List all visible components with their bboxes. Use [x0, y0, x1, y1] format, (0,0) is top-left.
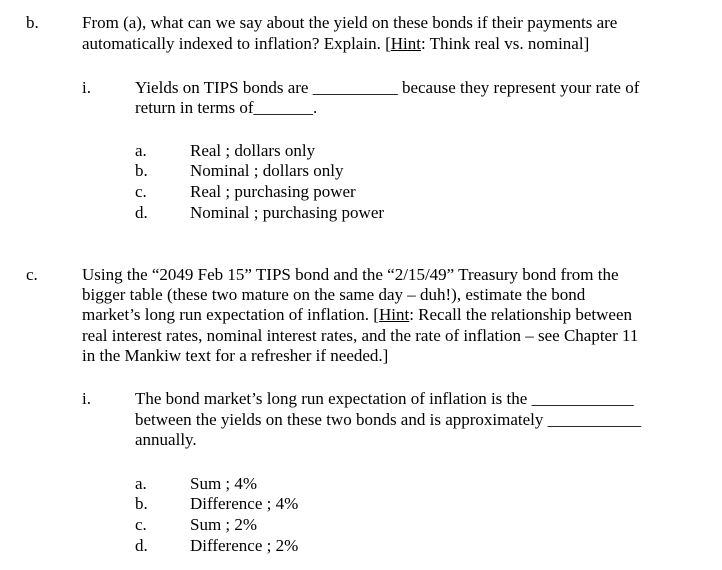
part-b-sub-i-text-2: because they represent your rate of [397, 78, 640, 97]
part-b-sub-i-line-2 [135, 98, 317, 118]
part-c-option-d-letter: d. [135, 536, 148, 555]
part-c-option-d-text[interactable]: Difference ; 2% [190, 536, 299, 555]
part-c-question-text: market’s long run expectation of inflation. [82, 305, 374, 324]
part-b-sub-i-line-1 [135, 78, 639, 98]
part-c-question-line-1: Using the “2049 Feb 15” TIPS bond and the “2/15/49” Treasury bond from the [82, 265, 619, 284]
part-c-sub-i-line-1 [135, 389, 634, 409]
part-b-sub-i-text-1: Yields on TIPS bonds are [135, 78, 313, 97]
part-b-blank-2[interactable]: _______ [253, 98, 313, 117]
part-c-question-line-4: real interest rates, nominal interest rates, and the rate of inflation – see Chapter 11 [82, 326, 639, 345]
part-b-option-c-text[interactable]: Real ; purchasing power [190, 182, 356, 201]
part-c-hint-open: [ [373, 305, 379, 324]
part-b-question-text: automatically indexed to inflation? Explain. [82, 34, 386, 53]
part-b-option-b-letter: b. [135, 161, 148, 180]
part-c-hint-label: Hint [378, 305, 410, 324]
part-c-option-c-text[interactable]: Sum ; 2% [190, 515, 258, 534]
part-c-blank-2[interactable]: ___________ [547, 410, 642, 429]
part-c-sub-i-label: i. [82, 389, 91, 408]
part-b-question-line-2 [82, 34, 589, 54]
part-c-question-line-5: in the Mankiw text for a refresher if needed.] [82, 346, 389, 365]
part-b-option-a-text[interactable]: Real ; dollars only [190, 141, 316, 160]
part-c-sub-i-line-2 [135, 410, 641, 430]
part-b-label: b. [26, 13, 39, 32]
part-b-option-a-letter: a. [135, 141, 147, 160]
part-b-option-c-letter: c. [135, 182, 147, 201]
part-b-hint-open: [ [385, 34, 391, 53]
part-c-blank-1[interactable]: ____________ [531, 389, 634, 408]
part-c-option-c-letter: c. [135, 515, 147, 534]
part-b-sub-i-period: . [313, 98, 318, 117]
part-b-option-d-letter: d. [135, 203, 148, 222]
part-c-sub-i-text-2: between the yields on these two bonds and is approximately [135, 410, 548, 429]
part-b-blank-1[interactable]: __________ [312, 78, 398, 97]
part-b-question-line-1: From (a), what can we say about the yield on these bonds if their payments are [82, 13, 618, 32]
part-c-hint-text: : Recall the relationship between [409, 305, 633, 324]
part-c-option-b-letter: b. [135, 494, 148, 513]
part-b-sub-i-text-3: return in terms of [135, 98, 254, 117]
part-c-question-line-3 [82, 305, 632, 325]
part-c-option-b-text[interactable]: Difference ; 4% [190, 494, 299, 513]
part-c-option-a-text[interactable]: Sum ; 4% [190, 474, 258, 493]
part-b-hint-text: : Think real vs. nominal] [420, 34, 590, 53]
part-b-hint-label: Hint [390, 34, 421, 53]
part-c-sub-i-line-3: annually. [135, 430, 197, 449]
part-c-option-a-letter: a. [135, 474, 147, 493]
part-b-option-b-text[interactable]: Nominal ; dollars only [190, 161, 344, 180]
part-c-sub-i-text-1: The bond market’s long run expectation of inflation is the [135, 389, 532, 408]
part-c-question-line-2: bigger table (these two mature on the same day – duh!), estimate the bond [82, 285, 586, 304]
part-c-label: c. [26, 265, 38, 284]
part-b-sub-i-label: i. [82, 78, 91, 97]
part-b-option-d-text[interactable]: Nominal ; purchasing power [190, 203, 385, 222]
